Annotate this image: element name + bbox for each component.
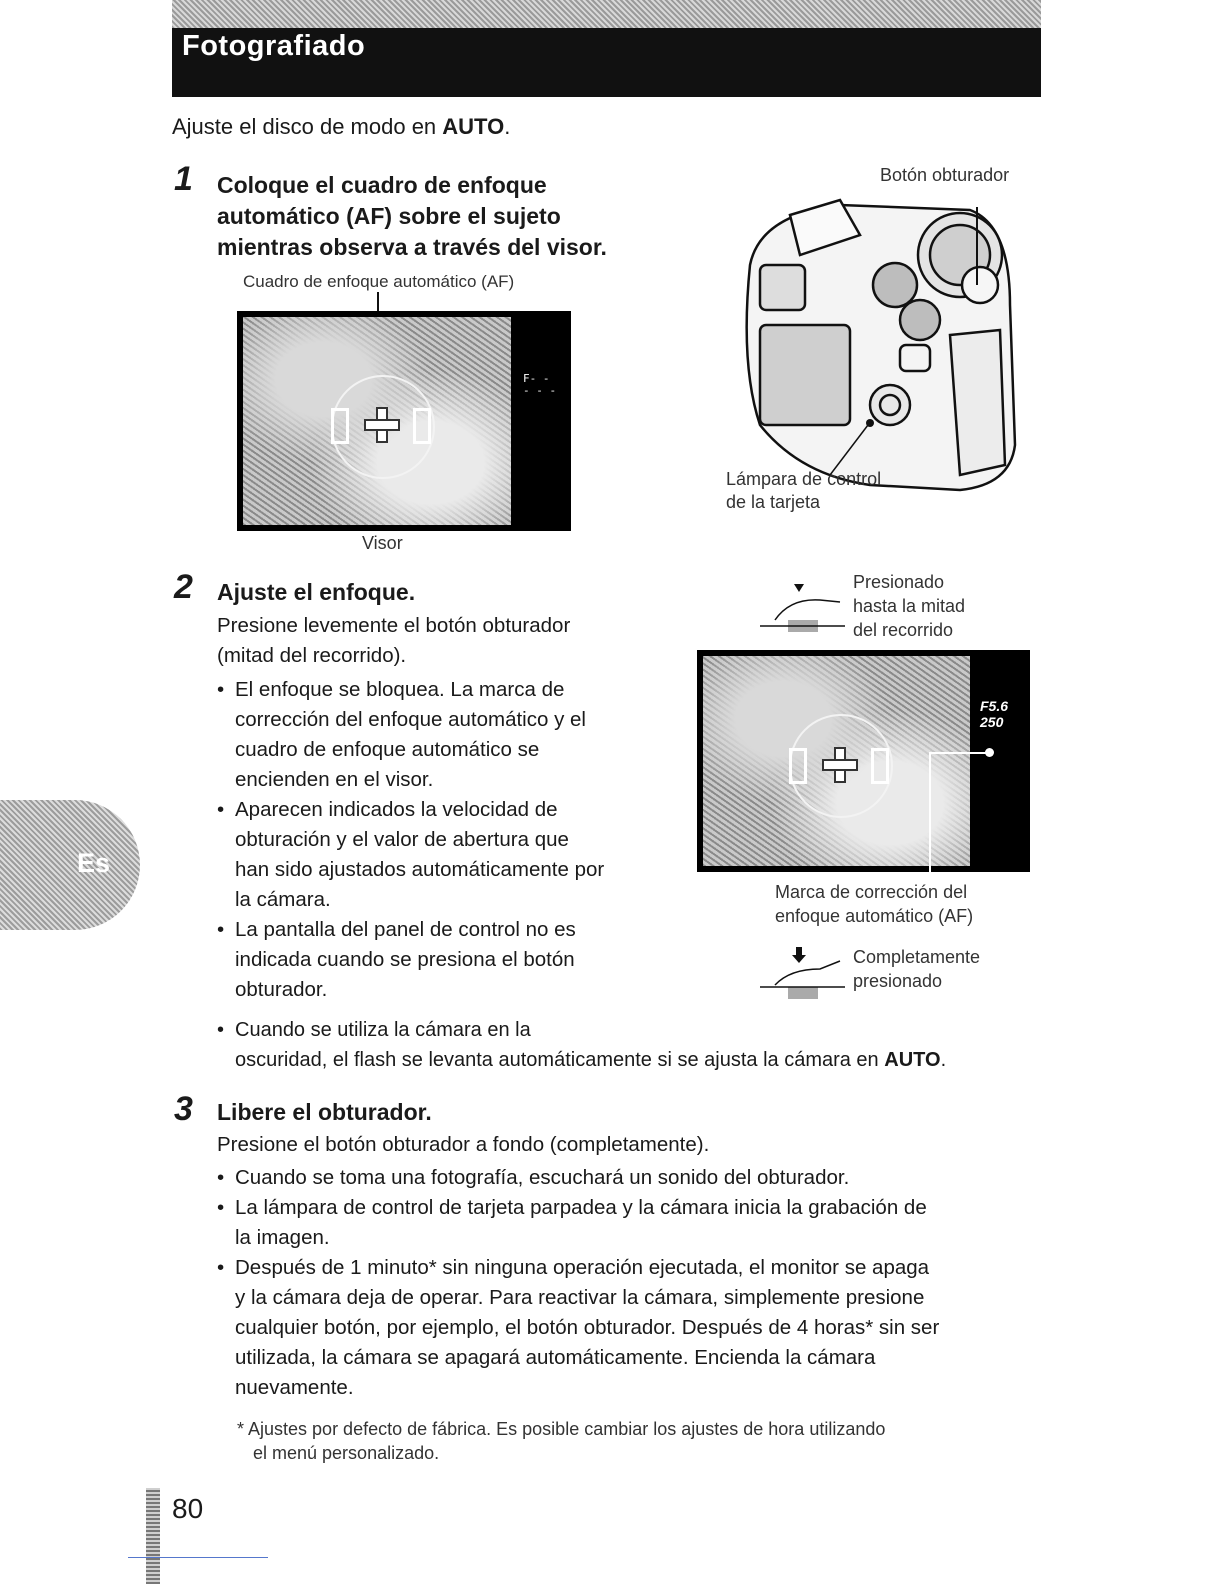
full-press-icon [760,945,850,1003]
card-lamp [866,419,874,427]
list-item [217,1253,1047,1403]
camera-illustration [720,185,1030,510]
bullet-line: • El enfoque se bloquea. La marca de [235,678,565,701]
half-press-line: del recorrido [853,620,954,640]
af-frame-caption: Cuadro de enfoque automático (AF) [243,272,515,291]
language-tab [0,800,140,930]
bullet-line: corrección del enfoque automático y el [235,708,586,731]
half-press-line: Presionado [853,572,945,592]
step-2-title: Ajuste el enfoque. [217,579,416,605]
readout-line: F- - [523,372,550,385]
af-bracket-left [789,748,807,784]
half-press-label [853,570,965,642]
shutter-button-label: Botón obturador [880,165,1010,185]
step-3-bullets [217,1163,1047,1403]
bullet-line: • La pantalla del panel de control no es [235,918,576,941]
bullet-dot: • [217,1019,225,1041]
viewfinder-label: Visor [362,533,403,553]
intro-text-bold: AUTO [442,114,505,139]
af-mark-caption-line: enfoque automático (AF) [775,906,974,926]
step-2-intro [217,611,570,671]
intro-text-end: . [504,114,511,139]
af-mark-leader-vertical [929,752,931,872]
last-bullet-line-2 [217,1045,946,1075]
af-center-frame [822,747,858,783]
bullet-line: encienden en el visor. [235,768,434,791]
step-1-title [217,170,607,263]
step-2-intro-line: Presione levemente el botón obturador [217,614,571,637]
bullet-line: obturador. [235,978,328,1001]
card-lamp-label-line: Lámpara de control [726,469,882,489]
page-marker-bar [146,1488,160,1584]
intro-text [172,114,510,140]
full-press-line: Completamente [853,947,981,967]
bullet-line: • Después de 1 minuto* sin ninguna operación ejecutada, el monitor se apaga [235,1256,930,1279]
viewfinder-values [980,698,1008,730]
list-item [217,675,667,795]
step-1-title-line: Coloque el cuadro de enfoque [217,172,547,198]
bullet-line: y la cámara deja de operar. Para reactivar la cámara, simplemente presione [235,1286,925,1309]
list-item [217,915,667,1005]
af-mark-caption [775,880,973,928]
af-mark-caption-line: Marca de corrección del [775,882,968,902]
page-title: Fotografiado [182,30,366,62]
footnote-line: el menú personalizado. [253,1443,440,1463]
last-bullet-line-1 [217,1015,946,1045]
bullet-line: obturación y el valor de abertura que [235,828,569,851]
step-3-intro: Presione el botón obturador a fondo (completamente). [217,1133,710,1156]
bullet-bold: AUTO [884,1049,941,1071]
full-press-line: presionado [853,971,943,991]
bullet-line: la imagen. [235,1226,330,1249]
bullet-end: . [940,1049,947,1071]
footnote [237,1417,885,1465]
af-center-frame [364,407,400,443]
bullet-line: cualquier botón, por ejemplo, el botón obturador. Después de 4 horas* sin ser [235,1316,940,1339]
page-number: 80 [172,1493,204,1524]
af-bracket-left [331,408,349,444]
step-2-number: 2 [174,568,193,606]
footnote-line: * Ajustes por defecto de fábrica. Es posible cambiar los ajustes de hora utilizando [237,1419,886,1439]
af-mark-leader [929,752,989,754]
card-lamp-label-line: de la tarjeta [726,492,821,512]
intro-text-main: Ajuste el disco de modo en [172,114,443,139]
half-press-line: hasta la mitad [853,596,966,616]
bullet-line: • Aparecen indicados la velocidad de [235,798,558,821]
af-bracket-right [871,748,889,784]
half-press-icon [760,580,850,636]
bullet-line: indicada cuando se presiona el botón [235,948,575,971]
list-item [217,1193,1047,1253]
bullet-line: • Cuando se toma una fotografía, escuchará un sonido del obturador. [235,1166,850,1189]
step-2-intro-line: (mitad del recorrido). [217,644,407,667]
bullet-line: oscuridad, el flash se levanta automáticamente si se ajusta la cámara en [235,1049,885,1071]
af-bracket-right [413,408,431,444]
aperture-value: F5.6 [980,698,1009,714]
viewfinder-image-1 [237,311,571,531]
step-3-number: 3 [174,1090,193,1128]
camera-body [747,200,1015,490]
bullet-line: Cuando se utiliza la cámara en la [235,1019,531,1041]
step-2-last-bullet [217,1015,946,1075]
bullet-line: cuadro de enfoque automático se [235,738,540,761]
bullet-line: han sido ajustados automáticamente por [235,858,605,881]
bullet-line: la cámara. [235,888,331,911]
shutter-speed-value: 250 [980,714,1004,730]
step-1-title-line: mientras observa a través del visor. [217,234,607,260]
card-lamp-label [726,468,881,514]
list-item [217,1163,1047,1193]
viewfinder-readout [523,373,556,397]
page-footer-line [128,1557,268,1558]
step-3-title: Libere el obturador. [217,1099,432,1125]
step-1-title-line: automático (AF) sobre el sujeto [217,203,561,229]
readout-line: - - - [523,384,557,397]
full-press-label [853,945,980,993]
bullet-line: • La lámpara de control de tarjeta parpadea y la cámara inicia la grabación de [235,1196,927,1219]
viewfinder-image-2 [697,650,1030,872]
list-item [217,795,667,915]
language-tab-label: Es [77,848,111,878]
bullet-line: utilizada, la cámara se apagará automáticamente. Encienda la cámara [235,1346,876,1369]
bullet-line: nuevamente. [235,1376,354,1399]
af-confirm-mark [985,748,994,757]
step-1-number: 1 [174,160,193,198]
step-2-bullets [217,675,667,1005]
